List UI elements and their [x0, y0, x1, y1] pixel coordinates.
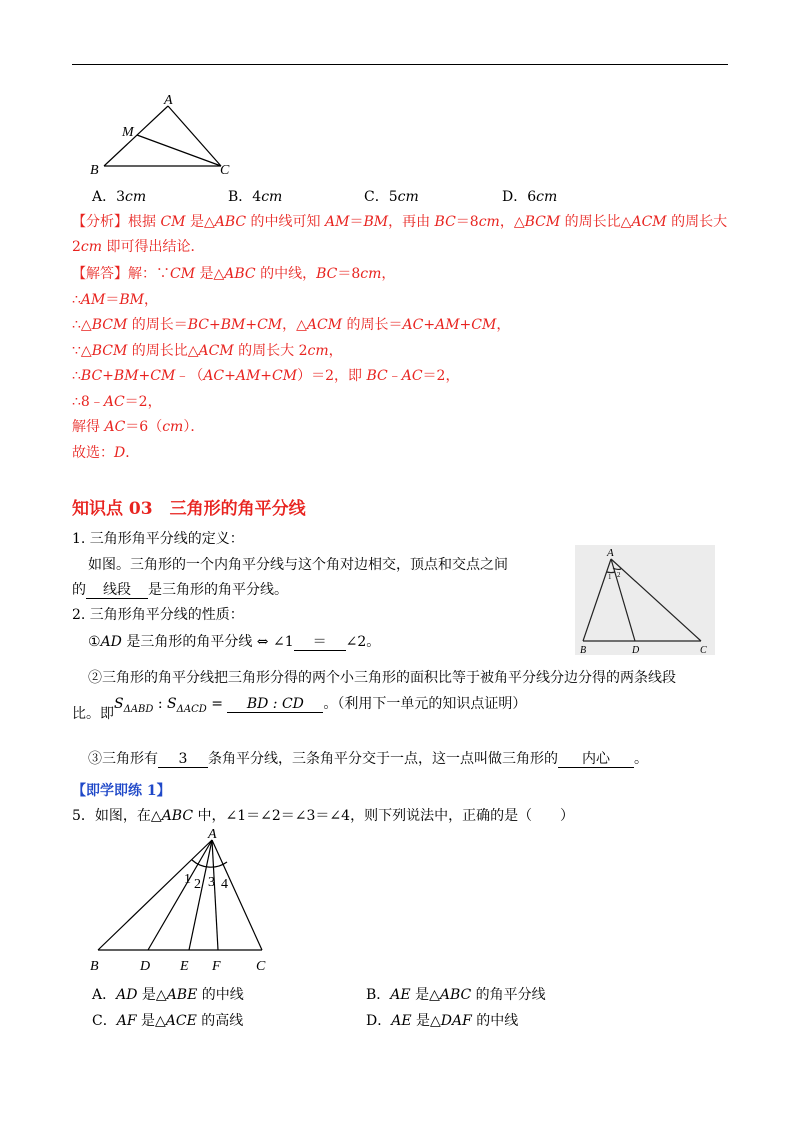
blank-ratio: BD : CD	[227, 697, 323, 713]
q1-option-c: C．5cm	[364, 189, 419, 205]
fig3-label-e: E	[180, 959, 189, 974]
fig1-label-a: A	[164, 93, 173, 108]
fig1-label-c: C	[220, 163, 230, 178]
q5-option-c: C．AF 是△ACE 的高线	[92, 1013, 244, 1029]
property-1: ①AD 是三角形的角平分线 ⇔ ∠1 ＝ ∠2。	[88, 634, 381, 650]
property-2-formula: 比。即$S_{\Delta ABD}$ : $S_{\Delta ACD}$ = BD : CD 。（利用下一单元的知识点证明）	[72, 696, 527, 722]
q5-option-b: B．AE 是△ABC 的角平分线	[366, 987, 546, 1003]
fig1-label-b: B	[90, 163, 99, 178]
fig3-label-c: C	[256, 959, 266, 974]
fig3-label-4: 4	[221, 877, 228, 892]
fig3-label-b: B	[90, 959, 99, 974]
blank-equal: ＝	[294, 635, 346, 651]
question-5-stem: 5．如图，在△ABC 中，∠1＝∠2＝∠3＝∠4，则下列说法中，正确的是（ ）	[72, 808, 575, 824]
section-title: 知识点 03 三角形的角平分线	[72, 499, 306, 519]
solution-line-3: ∴△BCM 的周长＝BC+BM+CM，△ACM 的周长＝AC+AM+CM，	[72, 317, 511, 333]
solution-line-1: 【解答】解：∵CM 是△ABC 的中线，BC＝8cm，	[72, 266, 396, 282]
definition-text-2: 的 线段 是三角形的角平分线。	[72, 582, 288, 598]
angle-bisector-figure	[575, 545, 715, 655]
fig3-label-1: 1	[184, 872, 191, 887]
definition-heading: 1. 三角形角平分线的定义：	[72, 531, 244, 547]
q1-option-d: D．6cm	[502, 189, 558, 205]
solution-line-8: 故选：D．	[72, 445, 140, 461]
solution-line-5: ∴BC+BM+CM﹣（AC+AM+CM）＝2，即 BC﹣AC＝2，	[72, 368, 460, 384]
solution-line-6: ∴8﹣AC＝2，	[72, 394, 162, 410]
q5-option-a: A．AD 是△ABE 的中线	[92, 987, 244, 1003]
four-angle-figure	[84, 826, 284, 978]
analysis-line-2: 2cm 即可得出结论．	[72, 239, 205, 255]
blank-incenter: 内心	[558, 752, 634, 768]
fig3-label-2: 2	[194, 877, 201, 892]
q1-option-b: B．4cm	[228, 189, 283, 205]
fig2-label-b: B	[580, 645, 587, 655]
fig1-label-m: M	[122, 125, 134, 140]
definition-text: 如图。三角形的一个内角平分线与这个角对边相交，顶点和交点之间	[88, 557, 508, 573]
solution-line-4: ∵△BCM 的周长比△ACM 的周长大 2cm，	[72, 343, 343, 359]
blank-segment: 线段	[86, 583, 148, 599]
fig2-label-2: 2	[617, 571, 621, 579]
fig2-label-a: A	[607, 547, 614, 559]
blank-count: 3	[158, 752, 208, 768]
q5-option-d: D．AE 是△DAF 的中线	[366, 1013, 519, 1029]
fig3-label-3: 3	[208, 875, 215, 890]
solution-line-2: ∴AM＝BM，	[72, 292, 158, 308]
fig2-label-c: C	[700, 645, 707, 655]
property-2: ②三角形的角平分线把三角形分得的两个小三角形的面积比等于被角平分线分边分得的两条线段	[88, 670, 676, 686]
analysis-line-1: 【分析】根据 CM 是△ABC 的中线可知 AM＝BM，再由 BC＝8cm，△BCM 的周长比△ACM 的周长大	[72, 214, 728, 230]
fig2-label-d: D	[632, 645, 640, 655]
fig3-label-d: D	[140, 959, 151, 974]
fig2-label-1: 1	[608, 573, 612, 581]
practice-title: 【即学即练 1】	[72, 783, 171, 799]
header-rule	[72, 64, 728, 65]
property-3: ③三角形有 3 条角平分线，三条角平分交于一点，这一点叫做三角形的 内心 。	[88, 751, 648, 767]
q1-option-a: A．3cm	[92, 189, 147, 205]
property-heading: 2. 三角形角平分线的性质：	[72, 607, 244, 623]
triangle-abc-figure	[84, 90, 244, 180]
solution-line-7: 解得 AC＝6（cm）．	[72, 419, 205, 435]
fig3-label-a: A	[208, 827, 217, 842]
fig3-label-f: F	[212, 959, 221, 974]
